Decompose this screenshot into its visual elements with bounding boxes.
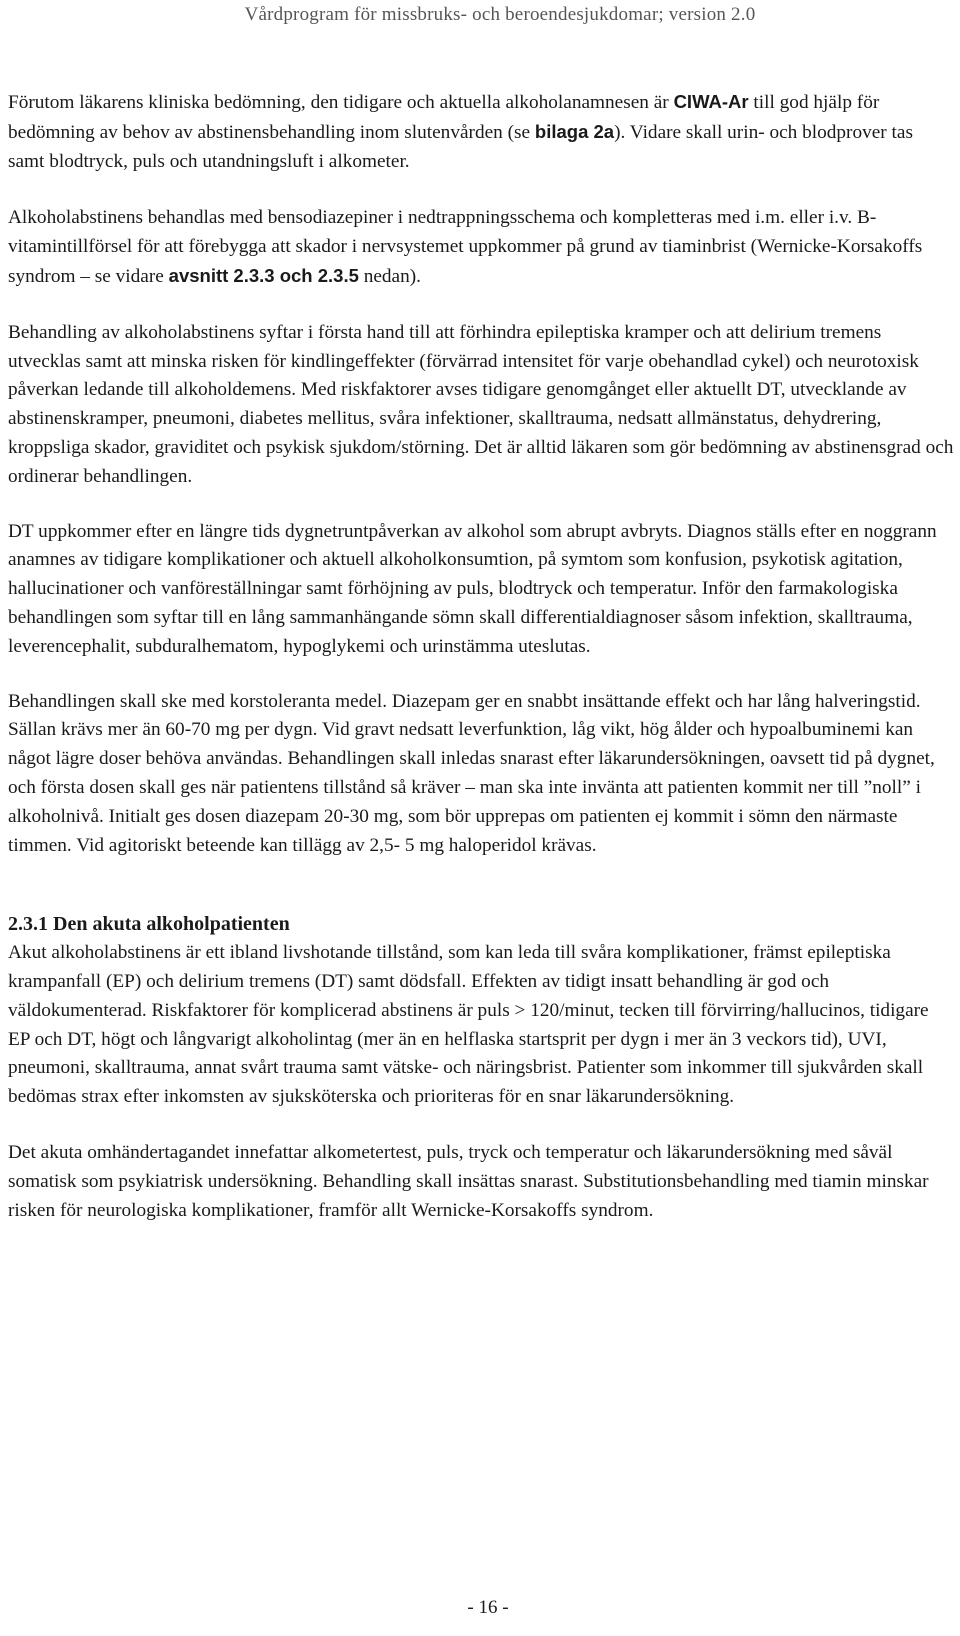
paragraph-text: till god hjälp för bedömning av behov av abstinensbehandling inom slutenvården (se xyxy=(8,92,880,143)
paragraph-acute-care: Det akuta omhändertagandet innefattar alkometertest, puls, tryck och temperatur och läkarundersökning med såväl somatisk som psykiatrisk undersökning. Behandling skall insättas snarast. Substitutionsbehandling med tiamin minskar risken för neurologiska komplikationer, framför allt Wernicke-Korsakoffs syndrom. xyxy=(8,1141,929,1221)
running-header: Vårdprogram för missbruks- och beroendesjukdomar; version 2.0 xyxy=(244,4,756,25)
paragraph-text: ). Vidare skall urin- och blodprover tas samt blodtryck, puls och utandningsluft i alkometer. xyxy=(8,121,913,172)
paragraph-assessment xyxy=(8,88,954,176)
reference-ciwa-ar: CIWA-Ar xyxy=(673,91,749,112)
paragraph-medication: Behandlingen skall ske med korstoleranta medel. Diazepam ger en snabbt insättande effekt och har lång halveringstid. Sällan krävs mer än 60-70 mg per dygn. Vid gravt nedsatt leverfunktion, låg vikt, hög ålder och hypoalbuminemi kan något lägre doser behöva användas. Behandlingen skall inledas snarast efter läkarundersökningen, oavsett tid på dygnet, och första dosen skall ges när patientens tillstånd så kräver – man ska inte invänta att patienten kommit ner till ”noll” i alkoholnivå. Initialt ges dosen diazepam 20-30 mg, som bör upprepas om patienten ej kommit i sömn den närmaste timmen. Vid agitoriskt beteende kan tillägg av 2,5- 5 mg haloperidol krävas. xyxy=(8,690,935,856)
section-heading: 2.3.1 Den akuta alkoholpatienten xyxy=(8,913,290,936)
paragraph-text: nedan). xyxy=(358,265,421,287)
page-number: - 16 - xyxy=(467,1597,509,1618)
reference-bilaga: bilaga 2a xyxy=(534,120,615,142)
paragraph-text: Alkoholabstinens behandlas med bensodiazepiner i nedtrappningsschema och kompletteras med i.m. eller i.v. B-vitamintillförsel för att förebygga att skador i nervsystemet uppkommer på grund av tiaminbrist (Wernicke-Korsakoffs syndrom – se vidare xyxy=(8,207,923,287)
reference-avsnitt: avsnitt 2.3.3 och 2.3.5 xyxy=(168,264,359,286)
paragraph-dt: DT uppkommer efter en längre tids dygnetruntpåverkan av alkohol som abrupt avbryts. Diagnos ställs efter en noggrann anamnes av tidigare komplikationer och aktuell alkoholkonsumtion, på symtom som konfusion, psykotisk agitation, hallucinationer och vanföreställningar samt förhöjning av puls, blodtryck och temperatur. Inför den farmakologiska behandlingen som syftar till en lång sammanhängande sömn skall differentialdiagnoser såsom infektion, skalltrauma, leverencephalit, subduralhematom, hypoglykemi och urinstämma uteslutas. xyxy=(8,520,937,657)
document-body xyxy=(8,88,954,1225)
paragraph-purpose: Behandling av alkoholabstinens syftar i första hand till att förhindra epileptiska kramper och att delirium tremens utvecklas samt att minska risken för kindlingeffekter (förvärrad intensitet för varje obehandlad cykel) och neurotoxisk påverkan ledande till alkoholdemens. Med riskfaktorer avses tidigare genomgånget eller aktuellt DT, utvecklande av abstinenskramper, pneumoni, diabetes mellitus, svåra infektioner, skalltrauma, nedsatt allmänstatus, dehydrering, kroppsliga skador, graviditet och psykisk sjukdom/störning. Det är alltid läkaren som gör bedömning av abstinensgrad och ordinerar behandlingen. xyxy=(8,321,954,487)
paragraph-text: Förutom läkarens kliniska bedömning, den tidigare och aktuella alkoholanamnesen är xyxy=(8,92,674,113)
paragraph-acute-abstinence: Akut alkoholabstinens är ett ibland livshotande tillstånd, som kan leda till svåra komplikationer, främst epileptiska krampanfall (EP) och delirium tremens (DT) samt dödsfall. Effekten av tidigt insatt behandling är god och väldokumenterad. Riskfaktorer för komplicerad abstinens är puls > 120/minut, tecken till förvirring/hallucinos, tidigare EP och DT, högt och långvarigt alkoholintag (mer än en helflaska startsprit per dygn i mer än 3 veckors tid), UVI, pneumoni, skalltrauma, annat svårt trauma samt vätske- och näringsbrist. Patienter som inkommer till sjukvården skall bedömas strax efter inkomsten av sjuksköterska och prioriteras för en snar läkarundersökning. xyxy=(8,942,929,1108)
paragraph-treatment xyxy=(8,204,954,291)
